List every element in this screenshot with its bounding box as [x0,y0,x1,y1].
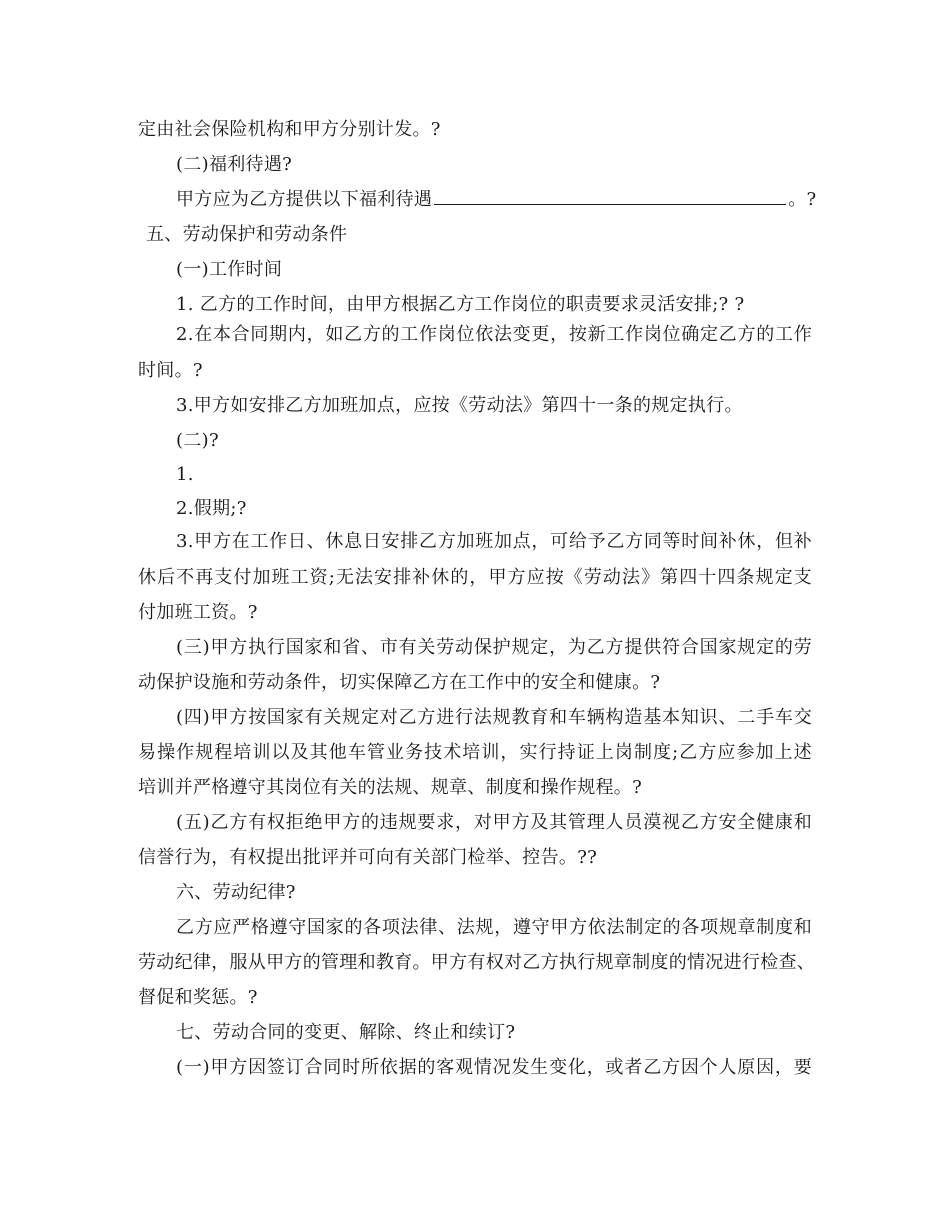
text-line: 3.甲方在工作日、休息日安排乙方加班加点，可给予乙方同等时间补休，但补 [176,531,812,552]
text-line [176,188,816,212]
chapter-heading: 五、劳动保护和劳动条件 [146,224,348,245]
text-line: 2.在本合同期内，如乙方的工作岗位依法变更，按新工作岗位确定乙方的工作 [176,324,812,345]
text-line: 督促和奖惩。? [138,987,258,1008]
text-line: 付加班工资。? [138,602,258,623]
text-line: 2.假期;? [176,498,247,519]
chapter-heading: 六、劳动纪律? [176,882,296,903]
text-line: (三)甲方执行国家和省、市有关劳动保护规定，为乙方提供符合国家规定的劳 [176,637,812,658]
text-line: 动保护设施和劳动条件，切实保障乙方在工作中的安全和健康。? [138,672,661,693]
text-line: 定由社会保险机构和甲方分别计发。? [138,119,441,140]
section-heading: (一)工作时间 [176,259,283,280]
text-line: 休后不再支付加班工资;无法安排补休的，甲方应按《劳动法》第四十四条规定支 [138,567,812,588]
text-line: (一)甲方因签订合同时所依据的客观情况发生变化，或者乙方因个人原因，要 [176,1057,812,1078]
text-fragment: 甲方应为乙方提供以下福利待遇 [176,189,433,210]
text-line: (五)乙方有权拒绝甲方的违规要求，对甲方及其管理人员漠视乙方安全健康和 [176,812,812,833]
section-heading: (二)福利待遇? [176,154,293,175]
text-line: 1. [176,464,194,485]
text-fragment: 。? [788,189,817,210]
text-line: 3.甲方如安排乙方加班加点，应按《劳动法》第四十一条的规定执行。 [176,395,743,416]
section-heading: (二)? [176,430,219,451]
text-line: 乙方应严格遵守国家的各项法律、法规，遵守甲方依法制定的各项规章制度和 [176,917,812,938]
text-line: 1. 乙方的工作时间，由甲方根据乙方工作岗位的职责要求灵活安排;? ? [176,294,745,315]
text-line: 易操作规程培训以及其他车管业务技术培训，实行持证上岗制度;乙方应参加上述 [138,742,812,763]
chapter-heading: 七、劳动合同的变更、解除、终止和续订? [176,1022,516,1043]
text-line: 培训并严格遵守其岗位有关的法规、规章、制度和操作规程。? [138,777,643,798]
fill-in-blank [434,188,786,205]
text-line: (四)甲方按国家有关规定对乙方进行法规教育和车辆构造基本知识、二手车交 [176,707,812,728]
text-line: 劳动纪律，服从甲方的管理和教育。甲方有权对乙方执行规章制度的情况进行检查、 [138,952,816,973]
text-line: 信誉行为，有权提出批评并可向有关部门检举、控告。?? [138,847,598,868]
text-line: 时间。? [138,360,203,381]
